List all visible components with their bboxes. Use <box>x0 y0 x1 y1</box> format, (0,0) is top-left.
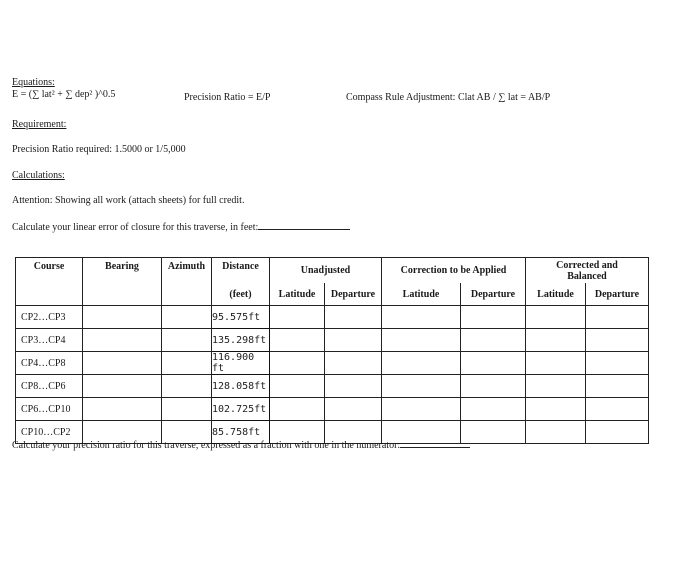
bearing-cell[interactable] <box>83 398 162 421</box>
precision-ratio-question <box>12 440 470 451</box>
course-cell: CP3…CP4 <box>16 329 83 352</box>
azimuth-cell[interactable] <box>162 398 212 421</box>
bal-dep-cell[interactable] <box>586 421 649 444</box>
unadj-dep-cell[interactable] <box>325 352 382 375</box>
unadj-dep-cell[interactable] <box>325 329 382 352</box>
bal-dep-cell[interactable] <box>586 352 649 375</box>
course-header: Course <box>16 258 83 284</box>
corrected-departure-header: Departure <box>586 283 649 306</box>
bearing-cell[interactable] <box>83 375 162 398</box>
azimuth-cell[interactable] <box>162 306 212 329</box>
bal-lat-cell[interactable] <box>526 306 586 329</box>
corr-dep-cell[interactable] <box>461 375 526 398</box>
table-row <box>16 352 649 375</box>
bal-lat-cell[interactable] <box>526 375 586 398</box>
table-header-row-2 <box>16 283 649 306</box>
bearing-header-spacer <box>83 283 162 306</box>
compass-rule-equation: Compass Rule Adjustment: Clat AB / ∑ lat = AB/P <box>346 92 551 103</box>
azimuth-header-spacer <box>162 283 212 306</box>
course-cell: CP8…CP6 <box>16 375 83 398</box>
table-row <box>16 398 649 421</box>
bal-lat-cell[interactable] <box>526 421 586 444</box>
azimuth-cell[interactable] <box>162 329 212 352</box>
table-row <box>16 329 649 352</box>
course-cell: CP2…CP3 <box>16 306 83 329</box>
linear-error-answer-blank[interactable] <box>258 229 350 230</box>
bearing-cell[interactable] <box>83 352 162 375</box>
precision-ratio-equation: Precision Ratio = E/P <box>184 92 271 103</box>
precision-ratio-text: Calculate your precision ratio for this traverse, expressed as a fraction with one in the numerator: <box>12 440 401 451</box>
distance-cell: 128.058ft <box>212 375 270 398</box>
bal-dep-cell[interactable] <box>586 375 649 398</box>
correction-latitude-header: Latitude <box>382 283 461 306</box>
traverse-table <box>15 257 649 444</box>
error-formula: E = (∑ lat² + ∑ dep² )^0.5 <box>12 89 116 100</box>
correction-departure-header: Departure <box>461 283 526 306</box>
attention-text: Attention: Showing all work (attach sheets) for full credit. <box>12 195 245 206</box>
corr-lat-cell[interactable] <box>382 329 461 352</box>
corr-lat-cell[interactable] <box>382 352 461 375</box>
course-cell: CP6…CP10 <box>16 398 83 421</box>
bal-lat-cell[interactable] <box>526 329 586 352</box>
unadj-lat-cell[interactable] <box>270 306 325 329</box>
equations-heading: Equations: <box>12 77 55 88</box>
distance-cell: 85.758ft <box>212 421 270 444</box>
azimuth-cell[interactable] <box>162 375 212 398</box>
distance-cell: 95.575ft <box>212 306 270 329</box>
unadj-dep-cell[interactable] <box>325 306 382 329</box>
corr-lat-cell[interactable] <box>382 398 461 421</box>
requirement-text: Precision Ratio required: 1.5000 or 1/5,000 <box>12 144 186 155</box>
unadjusted-departure-header: Departure <box>325 283 382 306</box>
precision-ratio-answer-blank[interactable] <box>400 447 470 448</box>
bearing-cell[interactable] <box>83 329 162 352</box>
corr-dep-cell[interactable] <box>461 398 526 421</box>
distance-unit-header: (feet) <box>212 283 270 306</box>
table-row <box>16 306 649 329</box>
bal-dep-cell[interactable] <box>586 329 649 352</box>
unadj-lat-cell[interactable] <box>270 398 325 421</box>
table-row <box>16 375 649 398</box>
corr-dep-cell[interactable] <box>461 329 526 352</box>
bal-dep-cell[interactable] <box>586 306 649 329</box>
unadj-dep-cell[interactable] <box>325 375 382 398</box>
bal-lat-cell[interactable] <box>526 398 586 421</box>
bearing-cell[interactable] <box>83 306 162 329</box>
bearing-header: Bearing <box>83 258 162 284</box>
error-equation <box>12 89 115 100</box>
unadj-lat-cell[interactable] <box>270 352 325 375</box>
distance-cell: 116.900 ft <box>212 352 270 375</box>
unadj-lat-cell[interactable] <box>270 329 325 352</box>
corr-dep-cell[interactable] <box>461 306 526 329</box>
bal-lat-cell[interactable] <box>526 352 586 375</box>
course-cell: CP10…CP2 <box>16 421 83 444</box>
table-header-row-1 <box>16 258 649 284</box>
bal-dep-cell[interactable] <box>586 398 649 421</box>
linear-error-question <box>12 222 350 233</box>
course-header-spacer <box>16 283 83 306</box>
requirement-heading: Requirement: <box>12 119 67 130</box>
distance-cell: 135.298ft <box>212 329 270 352</box>
distance-cell: 102.725ft <box>212 398 270 421</box>
corr-dep-cell[interactable] <box>461 352 526 375</box>
azimuth-header: Azimuth <box>162 258 212 284</box>
corrected-header: Corrected and Balanced <box>526 258 649 284</box>
unadj-lat-cell[interactable] <box>270 375 325 398</box>
azimuth-cell[interactable] <box>162 352 212 375</box>
unadjusted-header: Unadjusted <box>270 258 382 284</box>
calculations-heading: Calculations: <box>12 170 65 181</box>
unadj-dep-cell[interactable] <box>325 398 382 421</box>
distance-header: Distance <box>212 258 270 284</box>
correction-header: Correction to be Applied <box>382 258 526 284</box>
corrected-latitude-header: Latitude <box>526 283 586 306</box>
corr-lat-cell[interactable] <box>382 306 461 329</box>
linear-error-text: Calculate your linear error of closure for this traverse, in feet: <box>12 222 259 233</box>
corr-lat-cell[interactable] <box>382 375 461 398</box>
unadjusted-latitude-header: Latitude <box>270 283 325 306</box>
course-cell: CP4…CP8 <box>16 352 83 375</box>
corr-dep-cell[interactable] <box>461 421 526 444</box>
